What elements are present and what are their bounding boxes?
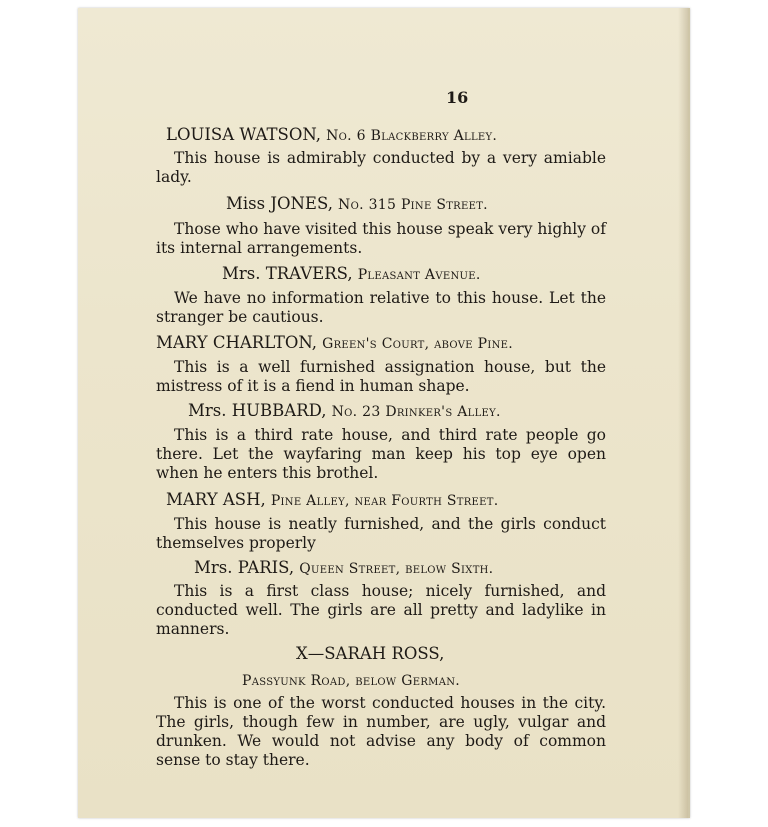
entry-heading: [296, 644, 444, 663]
entry-description: This is a well furnished assignation house, but the mistress of it is a fiend in human shape.: [156, 358, 606, 395]
page-spine-shadow: [678, 8, 688, 818]
entry-name: MARY CHARLTON,: [156, 333, 317, 352]
entry-description: Those who have visited this house speak very highly of its internal arrangements.: [156, 220, 606, 257]
entry-name: Mrs. PARIS,: [194, 558, 295, 577]
entry-address: Pleasant Avenue.: [357, 267, 481, 283]
entry-description: This house is admirably conducted by a very amiable lady.: [156, 149, 606, 186]
document-page: [78, 8, 690, 818]
entry-name: X—SARAH ROSS,: [296, 644, 445, 663]
entry-name: Mrs. TRAVERS,: [222, 264, 353, 283]
entry-name: Miss JONES,: [226, 194, 333, 213]
entry-address: Green's Court, above Pine.: [322, 336, 513, 352]
entry-heading: [166, 490, 498, 509]
entry-heading: [188, 401, 501, 420]
entry-description: This is a third rate house, and third rate people go there. Let the wayfaring man keep his top eye open when he enters this brothel.: [156, 426, 606, 482]
entry-name: LOUISA WATSON,: [166, 125, 321, 144]
entry-address: No. 315 Pine Street.: [338, 197, 488, 213]
entry-address: No. 23 Drinker's Alley.: [331, 404, 501, 420]
entry-heading: [156, 333, 513, 352]
entry-heading-address: [242, 670, 460, 689]
entry-address: Pine Alley, near Fourth Street.: [270, 493, 499, 509]
entry-description: This house is neatly furnished, and the girls conduct themselves properly: [156, 515, 606, 552]
entry-address: Passyunk Road, below German.: [242, 673, 461, 689]
entry-description: We have no information relative to this house. Let the stranger be cautious.: [156, 289, 606, 326]
entry-heading: [226, 194, 488, 213]
entry-description: This is a first class house; nicely furnished, and conducted well. The girls are all pretty and ladylike in manners.: [156, 582, 606, 638]
entry-address: No. 6 Blackberry Alley.: [326, 128, 498, 144]
entry-heading: [166, 125, 497, 144]
entry-name: Mrs. HUBBARD,: [188, 401, 327, 420]
entry-heading: [222, 264, 481, 283]
page-number: 16: [446, 88, 469, 107]
entry-description: This is one of the worst conducted houses in the city. The girls, though few in number, are ugly, vulgar and drunken. We would not advise any body of common sense to stay there.: [156, 694, 606, 769]
entry-heading: [194, 558, 493, 577]
entry-address: Queen Street, below Sixth.: [299, 561, 494, 577]
entry-name: MARY ASH,: [166, 490, 266, 509]
